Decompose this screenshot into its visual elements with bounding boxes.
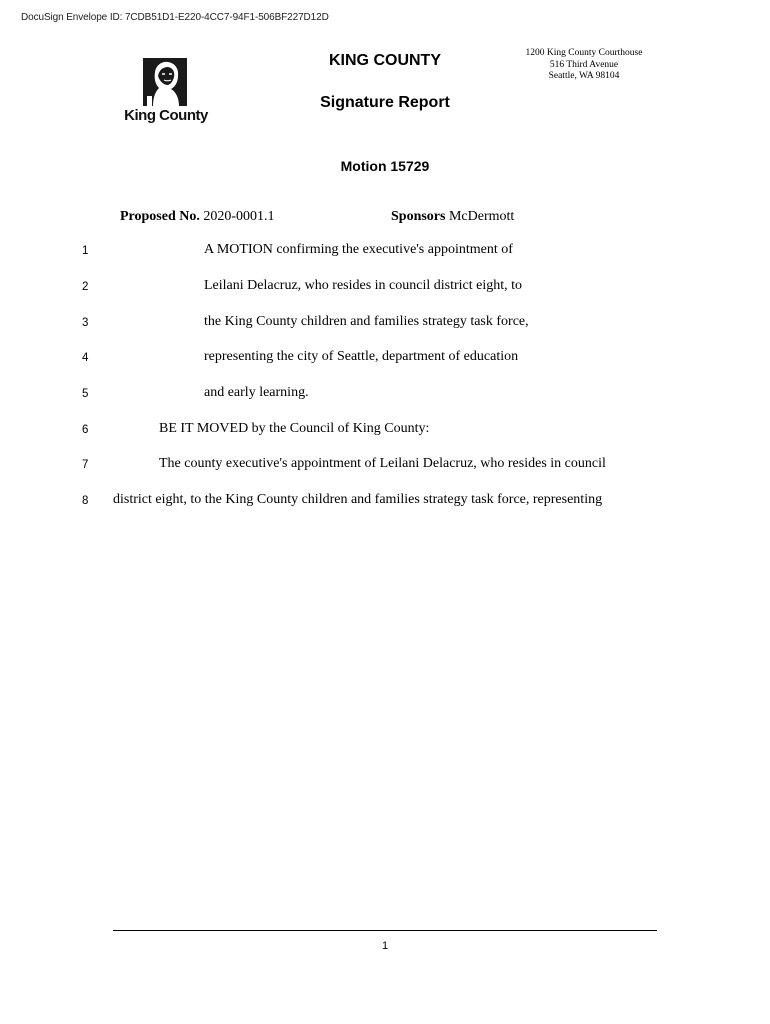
footer-divider [113, 930, 657, 931]
proposed-number [120, 209, 275, 225]
motion-line: the King County children and families strategy task force, [204, 314, 529, 329]
proposed-value: 2020-0001.1 [203, 209, 275, 224]
motion-line: representing the city of Seattle, department of education [204, 349, 519, 364]
motion-line: BE IT MOVED by the Council of King County: [159, 421, 430, 436]
address-block [506, 48, 662, 83]
line-number: 1 [82, 245, 89, 257]
line-number: 6 [82, 424, 89, 436]
line-number: 3 [82, 317, 89, 329]
sponsors [391, 209, 514, 225]
line-number: 8 [82, 495, 89, 507]
envelope-id: DocuSign Envelope ID: 7CDB51D1-E220-4CC7-94F1-506BF227D12D [21, 12, 329, 23]
address-line: 1200 King County Courthouse [525, 48, 643, 58]
sponsors-label: Sponsors [391, 209, 446, 224]
motion-line: Leilani Delacruz, who resides in council district eight, to [204, 278, 523, 293]
address-line: Seattle, WA 98104 [548, 71, 620, 81]
county-heading: KING COUNTY [329, 52, 441, 69]
logo-text: King County [124, 107, 208, 124]
sponsors-value: McDermott [448, 209, 515, 224]
proposed-label: Proposed No. [120, 209, 200, 224]
page-number: 1 [381, 940, 389, 952]
report-title: Signature Report [320, 94, 450, 111]
motion-line: district eight, to the King County children and families strategy task force, representing [113, 492, 603, 507]
motion-line: The county executive's appointment of Leilani Delacruz, who resides in council [159, 456, 606, 471]
motion-title: Motion 15729 [340, 158, 430, 174]
motion-line: and early learning. [204, 385, 309, 400]
line-number: 2 [82, 281, 89, 293]
line-number: 5 [82, 388, 89, 400]
line-number: 7 [82, 459, 89, 471]
line-number: 4 [82, 352, 89, 364]
king-county-logo-icon [143, 58, 187, 106]
motion-line: A MOTION confirming the executive's appointment of [204, 242, 513, 257]
king-county-logo [118, 58, 214, 128]
address-line: 516 Third Avenue [549, 59, 619, 70]
